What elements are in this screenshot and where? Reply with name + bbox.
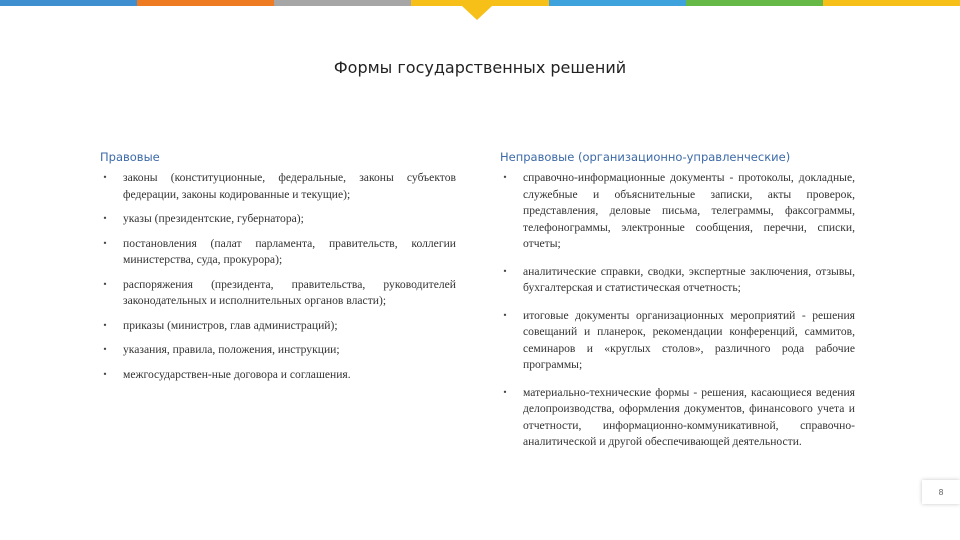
bullet-icon: • xyxy=(102,369,108,379)
list-item xyxy=(100,211,456,228)
list-item-text: указы (президентские, губернатора); xyxy=(123,212,304,225)
top-bar-segment xyxy=(823,0,960,6)
bullet-icon: • xyxy=(102,238,108,248)
list-item-text: материально-технические формы - решения, касающиеся ведения делопроизводства, оформления документов, финансового учета и отчетности, информационно-коммуникативной, справочно-аналитической и другой обеспечивающей деятельности. xyxy=(523,385,855,448)
bullet-icon: • xyxy=(102,345,108,354)
bullet-icon: • xyxy=(102,320,108,330)
list-item xyxy=(100,367,456,384)
top-bar-segment xyxy=(686,0,823,6)
list-item-text: законы (конституционные, федеральные, законы субъектов федерации, законы кодированные и текущие); xyxy=(123,171,456,201)
top-notch-marker xyxy=(462,6,492,20)
list-item xyxy=(100,342,456,359)
legal-forms-column xyxy=(100,150,456,391)
list-item-text: межгосударствен-ные договора и соглашения. xyxy=(123,367,351,381)
list-item-text: указания, правила, положения, инструкции; xyxy=(123,343,340,356)
page-number: 8 xyxy=(938,487,944,497)
top-bar-segment xyxy=(549,0,686,6)
bullet-icon: • xyxy=(502,173,508,182)
list-item-text: приказы (министров, глав администраций); xyxy=(123,318,338,332)
list-item xyxy=(100,236,456,269)
page-number-badge xyxy=(922,480,960,504)
bullet-icon: • xyxy=(102,173,108,182)
list-item xyxy=(100,277,456,310)
slide-title: Формы государственных решений xyxy=(333,58,627,77)
list-item-text: распоряжения (президента, правительства, руководителей законодательных и исполнительных органов власти); xyxy=(123,277,456,307)
nonlegal-forms-heading: Неправовые (организационно-управленческие) xyxy=(500,150,791,164)
list-item xyxy=(500,264,855,297)
top-bar-segment xyxy=(137,0,274,6)
bullet-icon: • xyxy=(502,310,508,320)
list-item-text: справочно-информационные документы - протоколы, докладные, служебные и объяснительные записки, акты проверок, представления, деловые письма, телеграммы, факсограммы, телефонограммы, электронные сообщения, перечни, списки, отчеты; xyxy=(523,171,855,250)
list-item xyxy=(500,170,855,253)
top-bar-segment xyxy=(274,0,411,6)
legal-forms-heading: Правовые xyxy=(100,150,160,164)
legal-forms-list xyxy=(100,170,456,383)
list-item xyxy=(100,170,456,203)
top-bar-segment xyxy=(0,0,137,6)
list-item-text: итоговые документы организационных мероприятий - решения совещаний и планерок, рекомендации конференций, саммитов, семинаров и «круглых столов», различного рода рабочие программы; xyxy=(523,308,855,371)
list-item xyxy=(500,385,855,451)
bullet-icon: • xyxy=(502,387,508,397)
bullet-icon: • xyxy=(102,214,108,223)
list-item xyxy=(100,318,456,335)
nonlegal-forms-list xyxy=(500,170,855,451)
bullet-icon: • xyxy=(502,266,508,276)
nonlegal-forms-column xyxy=(500,150,855,462)
list-item xyxy=(500,308,855,374)
list-item-text: постановления (палат парламента, правительств, коллегии министерства, суда, прокурора); xyxy=(123,236,456,266)
list-item-text: аналитические справки, сводки, экспертные заключения, отзывы, бухгалтерская и статистическая отчетность; xyxy=(523,264,855,294)
bullet-icon: • xyxy=(102,279,108,289)
